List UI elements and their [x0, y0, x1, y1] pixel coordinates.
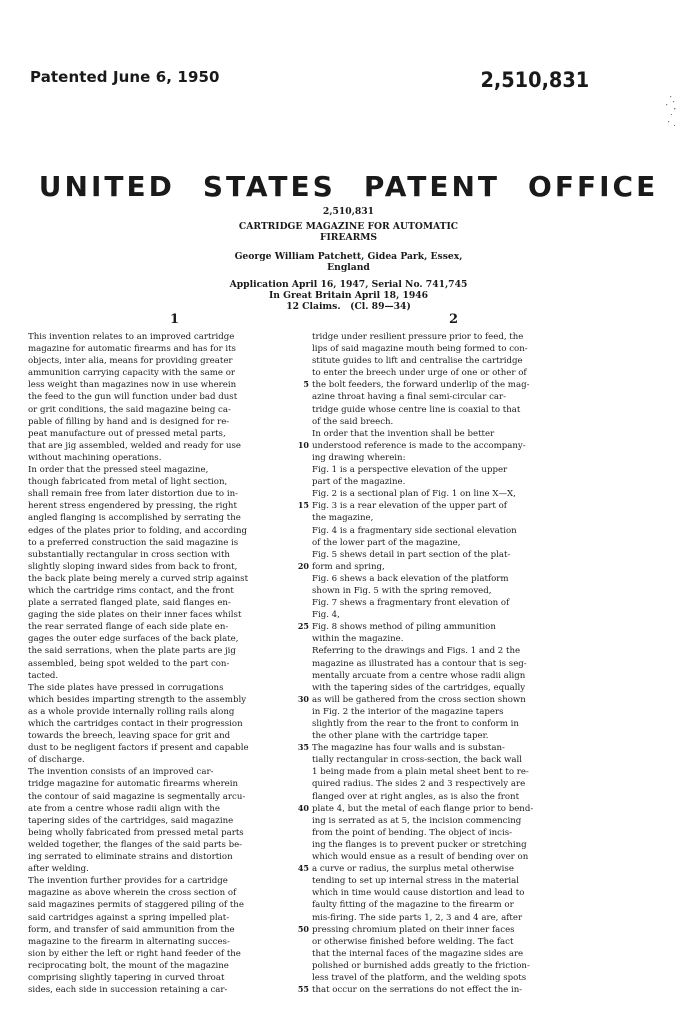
line-number: 25 [297, 621, 309, 632]
margin-mark-icon [640, 92, 680, 132]
text-line: gages the outer edge surfaces of the back plate, [28, 634, 239, 645]
text-line: in Fig. 2 the interior of the magazine tapers [312, 706, 504, 717]
text-line: as a whole provide internally rolling rails along [28, 706, 235, 717]
office-word-united: UNITED [38, 170, 175, 203]
text-line: though fabricated from metal of light section, [28, 477, 228, 488]
right-column [312, 331, 611, 996]
text-line: Fig. 3 is a rear elevation of the upper part of [312, 501, 507, 512]
text-line: which in time would cause distortion and lead to [312, 888, 525, 899]
column-number-left: 1 [170, 312, 180, 327]
text-line: pable of filling by hand and is designed for re- [28, 416, 230, 427]
text-line: magazine as illustrated has a contour that is seg- [312, 658, 527, 669]
text-line: ate from a centre whose radii align with the [28, 803, 220, 814]
text-line: ing serrated to eliminate strains and distortion [28, 852, 233, 863]
text-line: polished or burnished adds greatly to the friction- [312, 960, 530, 971]
text-line: slightly sloping inward sides from back to front, [28, 561, 238, 572]
inventor-line2: England [327, 262, 370, 273]
text-line: less travel of the platform, and the welding spots [312, 972, 527, 983]
office-word-office: OFFICE [528, 170, 659, 203]
text-line: tridge under resilient pressure prior to feed, the [312, 332, 524, 342]
office-word-states: STATES [202, 170, 336, 203]
line-number: 50 [297, 923, 309, 934]
line-number: 40 [297, 802, 309, 813]
text-line: tridge magazine for automatic firearms wherein [28, 779, 239, 790]
claims-count: 12 Claims. [286, 301, 341, 312]
text-line: to enter the breech under urge of one or other of [312, 368, 527, 379]
text-line: that are jig assembled, welded and ready for use [28, 440, 242, 451]
text-line: shown in Fig. 5 with the spring removed, [312, 585, 492, 596]
text-line: with the tapering sides of the cartridges, equally [312, 682, 526, 693]
text-line: Fig. 4 is a fragmentary side sectional elevation [312, 525, 517, 536]
text-line: tapering sides of the cartridges, said magazine [28, 815, 234, 826]
text-line: angled flanging is accomplished by serrating the [28, 513, 241, 524]
line-number: 10 [297, 439, 309, 450]
text-line: substantially rectangular in cross section with [28, 549, 230, 560]
text-line: after welding. [28, 864, 89, 875]
text-line: objects, inter alia, means for providing greater [28, 356, 233, 367]
text-line: magazine to the firearm in alternating succes- [28, 936, 230, 947]
text-line: mis-firing. The side parts 1, 2, 3 and 4 are, after [312, 912, 523, 923]
text-line: mentally arcuate from a centre whose radii align [312, 670, 526, 681]
patent-serial: 2,510,831 [322, 206, 375, 217]
text-line: the magazine, [312, 513, 374, 524]
application-line2: In Great Britain April 18, 1946 [268, 290, 429, 301]
text-line: which the cartridge rims contact, and the front [28, 585, 234, 596]
text-line: stitute guides to lift and centralise the cartridge [312, 356, 523, 367]
text-line: In order that the invention shall be better [312, 428, 495, 439]
classification: (Cl. 89—34) [350, 301, 411, 312]
text-line: Fig. 2 is a sectional plan of Fig. 1 on line X—X, [312, 489, 516, 500]
text-line: towards the breech, leaving space for grit and [28, 731, 231, 742]
text-line: Fig. 5 shews detail in part section of the plat- [312, 549, 511, 560]
text-line: Referring to the drawings and Figs. 1 and 2 the [312, 646, 521, 657]
text-line: form and spring, [312, 561, 385, 572]
column-number-right: 2 [449, 312, 459, 327]
text-line: part of the magazine. [312, 477, 406, 488]
text-line: or otherwise finished before welding. The fact [312, 936, 514, 947]
text-line: to a preferred construction the said magazine is [28, 537, 239, 548]
text-line: sides, each side in succession retaining a car- [28, 985, 228, 996]
text-line: lips of said magazine mouth being formed to con- [312, 344, 528, 355]
text-line: that the internal faces of the magazine sides are [312, 948, 524, 959]
line-number: 45 [297, 863, 309, 874]
text-line: a curve or radius, the surplus metal otherwise [312, 864, 514, 875]
text-line: which would ensue as a result of bending over on [312, 852, 529, 863]
invention-title-line1: CARTRIDGE MAGAZINE FOR AUTOMATIC [238, 221, 459, 232]
text-line: the bolt feeders, the forward underlip of the mag- [312, 380, 530, 391]
text-line: In order that the pressed steel magazine, [28, 465, 209, 476]
text-line: welded together, the flanges of the said parts be- [28, 839, 243, 850]
text-line: said magazines permits of staggered piling of the [28, 900, 244, 911]
text-line: 1 being made from a plain metal sheet bent to re- [312, 767, 529, 778]
text-line: less weight than magazines now in use wherein [28, 380, 237, 391]
text-line: faulty fitting of the magazine to the firearm or [312, 900, 514, 911]
text-line: said cartridges against a spring impelled plat- [28, 912, 230, 923]
text-line: Fig. 4, [312, 610, 340, 621]
text-line: the other plane with the cartridge taper. [312, 731, 489, 742]
line-number: 55 [297, 984, 309, 995]
text-line: assembled, being spot welded to the part con- [28, 658, 230, 669]
text-line: comprising slightly tapering in curved throat [28, 972, 225, 983]
text-line: azine throat having a final semi-circular car- [312, 392, 507, 403]
text-line: tending to set up internal stress in the material [312, 876, 519, 887]
line-number: 30 [297, 694, 309, 704]
text-line: magazine for automatic firearms and has for its [28, 344, 236, 355]
text-line: tially rectangular in cross-section, the back wall [312, 755, 522, 766]
text-line: of discharge. [28, 755, 85, 766]
text-line: Fig. 8 shows method of piling ammunition [312, 622, 496, 633]
text-line: ing the flanges is to prevent pucker or stretching [312, 839, 527, 850]
text-line: edges of the plates prior to folding, and according [28, 525, 248, 536]
text-line: the feed to the gun will function under bad dust [28, 392, 238, 403]
text-line: slightly from the rear to the front to conform in [312, 719, 519, 729]
text-line: The magazine has four walls and is substan- [312, 743, 505, 754]
inventor-line1: George William Patchett, Gidea Park, Essex, [234, 251, 463, 262]
text-line: The side plates have pressed in corrugations [28, 682, 224, 693]
text-line: sion by either the left or right hand feeder of the [28, 948, 241, 959]
text-line: dust to be negligent factors if present and capable [28, 743, 249, 754]
text-line: plate a serrated flanged plate, said flanges en- [28, 598, 231, 609]
patent-number: 2,510,831 [480, 68, 589, 92]
text-line: being wholly fabricated from pressed metal parts [28, 827, 244, 838]
text-line: plate 4, but the metal of each flange prior to bend- [312, 803, 534, 814]
patent-date: Patented June 6, 1950 [30, 68, 220, 86]
left-column [28, 331, 319, 996]
text-line: ing drawing wherein: [312, 452, 406, 463]
text-line: Fig. 6 shews a back elevation of the platform [312, 573, 509, 584]
text-line: shall remain free from later distortion due to in- [28, 489, 239, 500]
office-title [0, 170, 697, 203]
text-line: understood reference is made to the accompany- [312, 440, 526, 451]
invention-title-line2: FIREARMS [319, 232, 378, 243]
text-line: pressing chromium plated on their inner faces [312, 924, 515, 935]
text-line: peat manufacture out of pressed metal parts, [28, 428, 226, 439]
text-line: the contour of said magazine is segmentally arcu- [28, 791, 246, 802]
text-line: of the said breech. [312, 416, 394, 427]
text-line: the rear serrated flange of each side plate en- [28, 622, 229, 633]
text-line: as will be gathered from the cross section shown [312, 694, 526, 705]
application-line1: Application April 16, 1947, Serial No. 741,745 [229, 279, 468, 290]
text-line: herent stress engendered by pressing, the right [28, 501, 237, 512]
line-number: 15 [297, 500, 309, 511]
text-line: ammunition carrying capacity with the same or [28, 368, 235, 379]
text-line: without machining operations. [28, 452, 162, 463]
office-word-patent: PATENT [363, 170, 501, 203]
text-line: The invention consists of an improved car- [28, 767, 214, 778]
text-line: flanged over at right angles, as is also the front [312, 791, 520, 802]
text-line: the said serrations, when the plate parts are jig [28, 646, 236, 657]
text-line: that occur on the serrations do not effect the in- [312, 985, 523, 996]
text-line: This invention relates to an improved cartridge [28, 332, 235, 342]
text-line: tacted. [28, 670, 59, 681]
text-line: quired radius. The sides 2 and 3 respectively are [312, 779, 526, 790]
text-line: from the point of bending. The object of incis- [312, 827, 513, 838]
text-line: which the cartridges contact in their progression [28, 719, 243, 729]
line-number: 20 [297, 560, 309, 571]
text-line: within the magazine. [312, 634, 404, 645]
text-line: magazine as above wherein the cross section of [28, 888, 237, 899]
line-number: 5 [303, 379, 309, 390]
text-line: tridge guide whose centre line is coaxial to that [312, 404, 521, 415]
text-line: the back plate being merely a curved strip against [28, 573, 249, 584]
text-line: form, and transfer of said ammunition from the [28, 924, 235, 935]
text-line: gaging the side plates on their inner faces whilst [28, 610, 242, 621]
text-line: Fig. 7 shews a fragmentary front elevation of [312, 598, 510, 609]
claims-row [0, 301, 697, 313]
text-line: Fig. 1 is a perspective elevation of the upper [312, 465, 508, 476]
text-line: which besides imparting strength to the assembly [28, 694, 247, 705]
line-number: 35 [297, 742, 309, 753]
text-line: The invention further provides for a cartridge [28, 876, 228, 887]
text-line: ing is serrated as at 5, the incision commencing [312, 815, 522, 826]
text-line: of the lower part of the magazine, [312, 537, 461, 548]
text-line: or grit conditions, the said magazine being ca- [28, 404, 231, 415]
text-line: reciprocating bolt, the mount of the magazine [28, 960, 229, 971]
